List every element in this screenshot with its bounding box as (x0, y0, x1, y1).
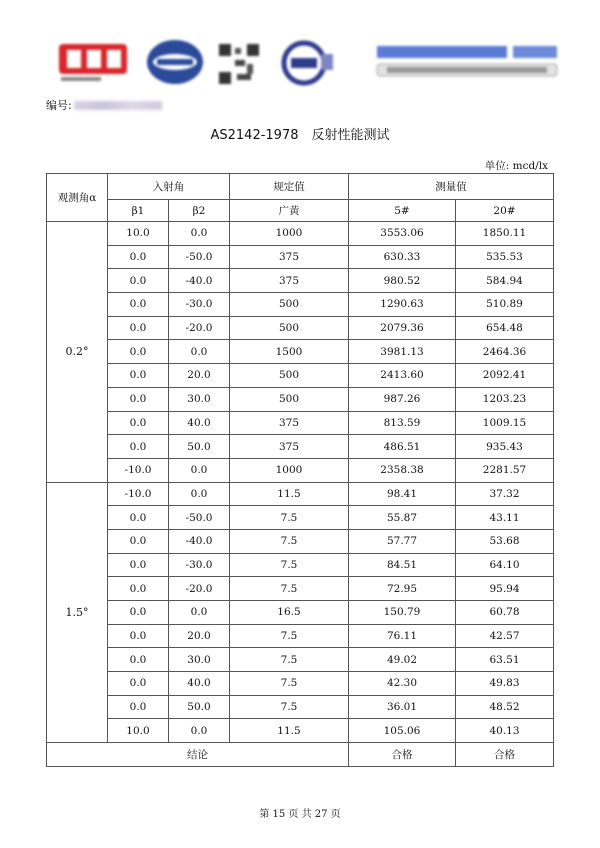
cell-beta2: 20.0 (169, 624, 230, 648)
table-row (47, 458, 554, 482)
cell-sample-20: 654.48 (456, 316, 554, 340)
cell-sample-20: 43.11 (456, 506, 554, 530)
cell-spec: 7.5 (230, 648, 349, 672)
cell-sample-20: 95.94 (456, 577, 554, 601)
cell-sample-20: 48.52 (456, 695, 554, 719)
cell-beta2: -20.0 (169, 577, 230, 601)
cell-beta2: 20.0 (169, 364, 230, 388)
cell-beta2: 50.0 (169, 435, 230, 459)
subheader-sample-5: 5# (349, 200, 456, 222)
cell-sample-20: 1203.23 (456, 387, 554, 411)
cnas-logo (145, 38, 205, 86)
cell-sample-5: 630.33 (349, 245, 456, 269)
cell-sample-20: 510.89 (456, 293, 554, 317)
table-row (47, 316, 554, 340)
cell-spec: 11.5 (230, 719, 349, 743)
cell-sample-5: 84.51 (349, 553, 456, 577)
table-row (47, 435, 554, 459)
cell-sample-20: 53.68 (456, 529, 554, 553)
conclusion-row (47, 743, 554, 767)
cell-beta1: 10.0 (108, 222, 169, 246)
table-row (47, 601, 554, 625)
cell-beta1: 0.0 (108, 648, 169, 672)
cell-sample-5: 76.11 (349, 624, 456, 648)
cell-beta2: 50.0 (169, 695, 230, 719)
cell-sample-5: 3553.06 (349, 222, 456, 246)
table-row (47, 222, 554, 246)
header-logos (55, 38, 565, 90)
cell-beta1: 0.0 (108, 672, 169, 696)
cell-sample-20: 535.53 (456, 245, 554, 269)
conclusion-label: 结论 (47, 743, 349, 767)
cell-beta2: 0.0 (169, 482, 230, 506)
cell-beta1: 0.0 (108, 506, 169, 530)
cell-beta1: 0.0 (108, 293, 169, 317)
table-row (47, 624, 554, 648)
cell-beta2: -40.0 (169, 529, 230, 553)
cell-sample-20: 935.43 (456, 435, 554, 459)
cma-logo (55, 40, 131, 84)
cell-sample-20: 64.10 (456, 553, 554, 577)
cell-sample-5: 55.87 (349, 506, 456, 530)
cell-spec: 500 (230, 364, 349, 388)
cell-beta1: 0.0 (108, 364, 169, 388)
header-spec-value: 规定值 (230, 174, 349, 200)
report-number (46, 97, 162, 113)
cell-sample-5: 980.52 (349, 269, 456, 293)
cell-sample-5: 72.95 (349, 577, 456, 601)
cell-sample-20: 63.51 (456, 648, 554, 672)
cell-beta2: 40.0 (169, 411, 230, 435)
table-row (47, 269, 554, 293)
cell-sample-20: 37.32 (456, 482, 554, 506)
cell-spec: 16.5 (230, 601, 349, 625)
cell-spec: 1500 (230, 340, 349, 364)
cell-beta2: 30.0 (169, 648, 230, 672)
cell-beta1: -10.0 (108, 458, 169, 482)
cell-spec: 7.5 (230, 672, 349, 696)
cell-spec: 375 (230, 245, 349, 269)
cell-spec: 7.5 (230, 506, 349, 530)
cell-sample-5: 57.77 (349, 529, 456, 553)
cell-beta1: 0.0 (108, 387, 169, 411)
cell-beta1: 0.0 (108, 601, 169, 625)
cell-beta2: 0.0 (169, 340, 230, 364)
page-footer: 第 15 页 共 27 页 (259, 809, 341, 820)
conclusion-sample-5: 合格 (349, 743, 456, 767)
cell-beta1: 0.0 (108, 577, 169, 601)
cell-beta1: 0.0 (108, 411, 169, 435)
cell-beta2: -50.0 (169, 506, 230, 530)
cell-sample-5: 42.30 (349, 672, 456, 696)
subheader-spec: 广黄 (230, 200, 349, 222)
header-row (47, 174, 554, 200)
cell-sample-20: 1850.11 (456, 222, 554, 246)
table-row (47, 364, 554, 388)
cell-sample-5: 3981.13 (349, 340, 456, 364)
cell-spec: 7.5 (230, 624, 349, 648)
table-row (47, 529, 554, 553)
table-row (47, 482, 554, 506)
cell-beta2: 0.0 (169, 601, 230, 625)
report-number-redacted (74, 101, 162, 110)
observation-angle-cell: 1.5° (47, 482, 108, 743)
cell-spec: 500 (230, 387, 349, 411)
lab-name-logo (373, 42, 563, 86)
cell-sample-5: 49.02 (349, 648, 456, 672)
cell-spec: 7.5 (230, 553, 349, 577)
cell-spec: 7.5 (230, 529, 349, 553)
cell-sample-20: 2281.57 (456, 458, 554, 482)
cell-beta2: -30.0 (169, 553, 230, 577)
cell-sample-20: 2092.41 (456, 364, 554, 388)
cell-beta1: 0.0 (108, 316, 169, 340)
table-row (47, 719, 554, 743)
cell-spec: 11.5 (230, 482, 349, 506)
cell-beta2: 0.0 (169, 719, 230, 743)
cell-beta2: -40.0 (169, 269, 230, 293)
table-row (47, 411, 554, 435)
cell-beta1: 0.0 (108, 624, 169, 648)
subheader-beta1: β1 (108, 200, 169, 222)
header-measured-value: 测量值 (349, 174, 554, 200)
cell-beta1: 0.0 (108, 269, 169, 293)
cell-beta1: 0.0 (108, 529, 169, 553)
table-row (47, 648, 554, 672)
document-title: AS2142-1978 反射性能测试 (210, 128, 390, 143)
cell-sample-5: 2358.38 (349, 458, 456, 482)
cell-sample-5: 98.41 (349, 482, 456, 506)
subheader-beta2: β2 (169, 200, 230, 222)
table-row (47, 553, 554, 577)
cell-spec: 500 (230, 293, 349, 317)
cell-beta1: 0.0 (108, 553, 169, 577)
cell-beta2: 30.0 (169, 387, 230, 411)
cell-beta1: 0.0 (108, 340, 169, 364)
cell-sample-5: 1290.63 (349, 293, 456, 317)
cell-sample-20: 40.13 (456, 719, 554, 743)
cell-beta1: -10.0 (108, 482, 169, 506)
cell-beta2: -30.0 (169, 293, 230, 317)
cell-spec: 375 (230, 411, 349, 435)
cell-spec: 1000 (230, 222, 349, 246)
cell-sample-20: 584.94 (456, 269, 554, 293)
cell-beta2: -50.0 (169, 245, 230, 269)
ilac-logo (273, 40, 335, 86)
table-row (47, 387, 554, 411)
cell-sample-20: 1009.15 (456, 411, 554, 435)
cell-sample-20: 42.57 (456, 624, 554, 648)
table-row (47, 577, 554, 601)
cell-beta1: 0.0 (108, 695, 169, 719)
header-observation-angle: 观测角α (47, 174, 108, 222)
cell-sample-20: 49.83 (456, 672, 554, 696)
reflection-table (46, 173, 554, 767)
cell-sample-5: 150.79 (349, 601, 456, 625)
table-row (47, 293, 554, 317)
cell-spec: 375 (230, 435, 349, 459)
table-row (47, 672, 554, 696)
cell-sample-5: 987.26 (349, 387, 456, 411)
qr-code-icon (217, 42, 261, 86)
cell-sample-5: 36.01 (349, 695, 456, 719)
cell-sample-20: 60.78 (456, 601, 554, 625)
cell-sample-5: 813.59 (349, 411, 456, 435)
unit-label: 单位: mcd/lx (484, 160, 548, 172)
cell-sample-5: 2413.60 (349, 364, 456, 388)
cell-beta1: 0.0 (108, 245, 169, 269)
cell-beta2: 0.0 (169, 458, 230, 482)
conclusion-sample-20: 合格 (456, 743, 554, 767)
cell-beta2: 40.0 (169, 672, 230, 696)
cell-spec: 1000 (230, 458, 349, 482)
cell-sample-5: 105.06 (349, 719, 456, 743)
report-number-label: 编号: (46, 99, 72, 112)
observation-angle-cell: 0.2° (47, 222, 108, 483)
cell-beta1: 0.0 (108, 435, 169, 459)
table-row (47, 695, 554, 719)
cell-beta2: -20.0 (169, 316, 230, 340)
cell-sample-5: 486.51 (349, 435, 456, 459)
header-incidence-angle: 入射角 (108, 174, 230, 200)
cell-beta2: 0.0 (169, 222, 230, 246)
cell-sample-20: 2464.36 (456, 340, 554, 364)
cell-spec: 7.5 (230, 695, 349, 719)
subheader-row (47, 200, 554, 222)
cell-sample-5: 2079.36 (349, 316, 456, 340)
table-row (47, 245, 554, 269)
cell-spec: 7.5 (230, 577, 349, 601)
table-row (47, 506, 554, 530)
cell-beta1: 10.0 (108, 719, 169, 743)
subheader-sample-20: 20# (456, 200, 554, 222)
cell-spec: 375 (230, 269, 349, 293)
cell-spec: 500 (230, 316, 349, 340)
table-row (47, 340, 554, 364)
